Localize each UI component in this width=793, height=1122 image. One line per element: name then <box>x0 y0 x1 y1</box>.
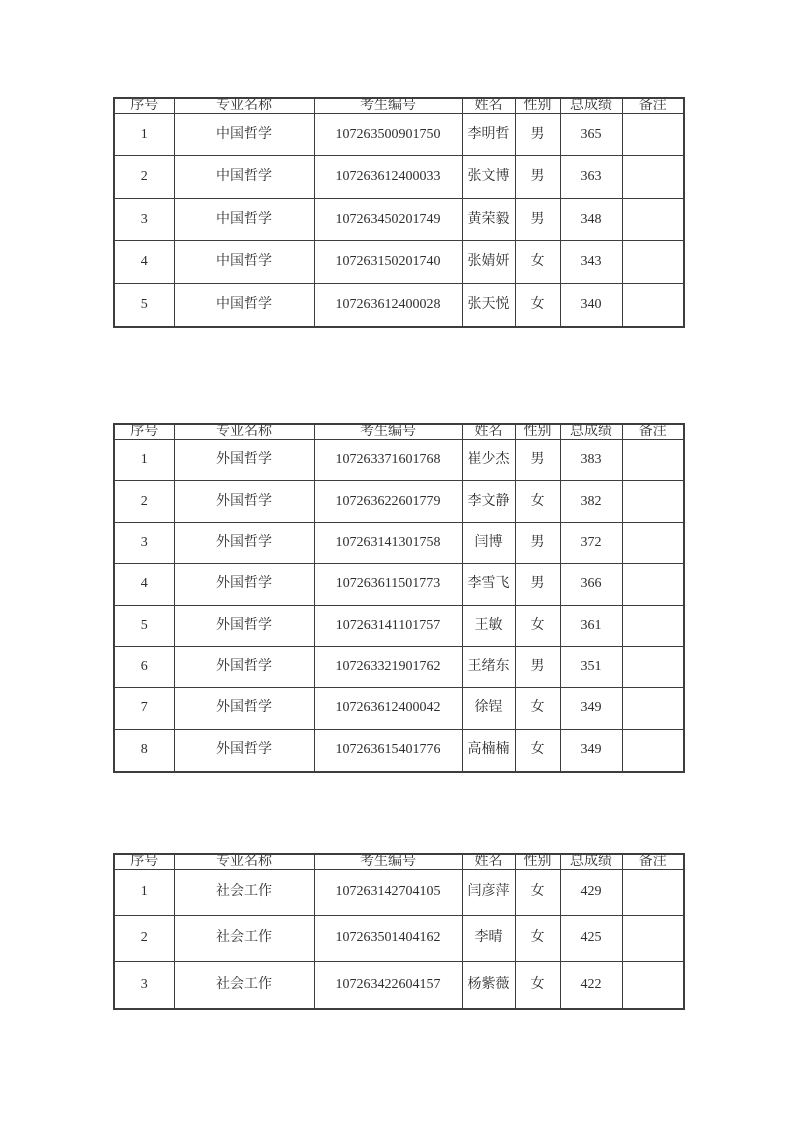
cell-total-score: 382 <box>560 481 622 522</box>
cell-remark <box>622 729 684 772</box>
cell-candidate-id: 107263450201749 <box>314 198 462 240</box>
cell-total-score: 365 <box>560 114 622 156</box>
cell-total-score: 429 <box>560 870 622 916</box>
column-header-remark: 备注 <box>622 424 684 440</box>
cell-gender: 女 <box>515 961 560 1009</box>
column-header-candidate-id: 考生编号 <box>314 854 462 870</box>
cell-serial: 2 <box>114 156 174 198</box>
foreign-philosophy-score-table <box>113 423 685 773</box>
column-header-gender: 性别 <box>515 98 560 114</box>
cell-candidate-id: 107263612400028 <box>314 283 462 327</box>
cell-serial: 7 <box>114 688 174 729</box>
cell-serial: 5 <box>114 283 174 327</box>
table-row <box>114 156 684 198</box>
cell-major: 中国哲学 <box>174 283 314 327</box>
table-row <box>114 688 684 729</box>
cell-major: 外国哲学 <box>174 605 314 646</box>
cell-total-score: 351 <box>560 646 622 687</box>
cell-total-score: 343 <box>560 241 622 283</box>
cell-name: 闫彦萍 <box>462 870 515 916</box>
cell-name: 王绪东 <box>462 646 515 687</box>
cell-candidate-id: 107263321901762 <box>314 646 462 687</box>
column-header-gender: 性别 <box>515 424 560 440</box>
header-row <box>114 854 684 870</box>
cell-major: 中国哲学 <box>174 114 314 156</box>
cell-serial: 1 <box>114 440 174 481</box>
cell-gender: 女 <box>515 481 560 522</box>
table-row <box>114 198 684 240</box>
cell-name: 李雪飞 <box>462 564 515 605</box>
cell-gender: 男 <box>515 440 560 481</box>
cell-name: 徐锃 <box>462 688 515 729</box>
cell-major: 中国哲学 <box>174 241 314 283</box>
cell-remark <box>622 156 684 198</box>
cell-total-score: 340 <box>560 283 622 327</box>
cell-serial: 1 <box>114 870 174 916</box>
cell-serial: 8 <box>114 729 174 772</box>
table-row <box>114 915 684 961</box>
cell-name: 崔少杰 <box>462 440 515 481</box>
column-header-candidate-id: 考生编号 <box>314 424 462 440</box>
column-header-name: 姓名 <box>462 854 515 870</box>
table-row <box>114 522 684 563</box>
cell-total-score: 349 <box>560 688 622 729</box>
cell-candidate-id: 107263611501773 <box>314 564 462 605</box>
cell-gender: 女 <box>515 605 560 646</box>
cell-major: 外国哲学 <box>174 440 314 481</box>
cell-total-score: 363 <box>560 156 622 198</box>
column-header-remark: 备注 <box>622 98 684 114</box>
cell-name: 闫博 <box>462 522 515 563</box>
cell-name: 黄荣毅 <box>462 198 515 240</box>
cell-major: 社会工作 <box>174 870 314 916</box>
cell-gender: 男 <box>515 646 560 687</box>
table-row <box>114 440 684 481</box>
cell-remark <box>622 481 684 522</box>
cell-remark <box>622 870 684 916</box>
cell-serial: 4 <box>114 241 174 283</box>
column-header-gender: 性别 <box>515 854 560 870</box>
cell-serial: 3 <box>114 198 174 240</box>
cell-remark <box>622 241 684 283</box>
cell-gender: 女 <box>515 688 560 729</box>
table-row <box>114 605 684 646</box>
cell-gender: 男 <box>515 156 560 198</box>
social-work-score-table <box>113 853 685 1010</box>
cell-total-score: 383 <box>560 440 622 481</box>
column-header-remark: 备注 <box>622 854 684 870</box>
cell-serial: 3 <box>114 961 174 1009</box>
column-header-major: 专业名称 <box>174 424 314 440</box>
cell-total-score: 425 <box>560 915 622 961</box>
table-row <box>114 961 684 1009</box>
cell-gender: 男 <box>515 522 560 563</box>
column-header-name: 姓名 <box>462 98 515 114</box>
cell-candidate-id: 107263615401776 <box>314 729 462 772</box>
cell-serial: 6 <box>114 646 174 687</box>
column-header-serial: 序号 <box>114 854 174 870</box>
cell-major: 社会工作 <box>174 915 314 961</box>
cell-candidate-id: 107263622601779 <box>314 481 462 522</box>
table-row <box>114 241 684 283</box>
cell-major: 社会工作 <box>174 961 314 1009</box>
cell-remark <box>622 522 684 563</box>
cell-candidate-id: 107263142704105 <box>314 870 462 916</box>
cell-name: 张天悦 <box>462 283 515 327</box>
cell-name: 张婧妍 <box>462 241 515 283</box>
cell-name: 高楠楠 <box>462 729 515 772</box>
cell-major: 中国哲学 <box>174 198 314 240</box>
cell-gender: 女 <box>515 283 560 327</box>
cell-major: 外国哲学 <box>174 481 314 522</box>
cell-candidate-id: 107263371601768 <box>314 440 462 481</box>
cell-major: 外国哲学 <box>174 729 314 772</box>
cell-name: 张文博 <box>462 156 515 198</box>
cell-major: 外国哲学 <box>174 522 314 563</box>
cell-total-score: 348 <box>560 198 622 240</box>
cell-serial: 2 <box>114 915 174 961</box>
cell-candidate-id: 107263141301758 <box>314 522 462 563</box>
table-row <box>114 283 684 327</box>
cell-name: 李明哲 <box>462 114 515 156</box>
cell-remark <box>622 605 684 646</box>
cell-candidate-id: 107263422604157 <box>314 961 462 1009</box>
chinese-philosophy-score-table <box>113 97 685 328</box>
cell-remark <box>622 440 684 481</box>
table-row <box>114 870 684 916</box>
cell-candidate-id: 107263141101757 <box>314 605 462 646</box>
cell-major: 外国哲学 <box>174 564 314 605</box>
column-header-total-score: 总成绩 <box>560 854 622 870</box>
cell-remark <box>622 688 684 729</box>
cell-remark <box>622 283 684 327</box>
column-header-serial: 序号 <box>114 98 174 114</box>
cell-serial: 1 <box>114 114 174 156</box>
cell-name: 王敏 <box>462 605 515 646</box>
header-row <box>114 98 684 114</box>
cell-total-score: 372 <box>560 522 622 563</box>
cell-major: 中国哲学 <box>174 156 314 198</box>
cell-remark <box>622 198 684 240</box>
cell-remark <box>622 114 684 156</box>
column-header-candidate-id: 考生编号 <box>314 98 462 114</box>
cell-serial: 3 <box>114 522 174 563</box>
column-header-major: 专业名称 <box>174 98 314 114</box>
cell-gender: 女 <box>515 870 560 916</box>
cell-name: 杨紫薇 <box>462 961 515 1009</box>
cell-candidate-id: 107263500901750 <box>314 114 462 156</box>
cell-name: 李文静 <box>462 481 515 522</box>
cell-name: 李晴 <box>462 915 515 961</box>
cell-gender: 女 <box>515 241 560 283</box>
cell-major: 外国哲学 <box>174 646 314 687</box>
header-row <box>114 424 684 440</box>
cell-remark <box>622 564 684 605</box>
cell-candidate-id: 107263150201740 <box>314 241 462 283</box>
table-row <box>114 646 684 687</box>
cell-gender: 男 <box>515 198 560 240</box>
cell-remark <box>622 961 684 1009</box>
cell-total-score: 366 <box>560 564 622 605</box>
cell-total-score: 349 <box>560 729 622 772</box>
cell-serial: 4 <box>114 564 174 605</box>
cell-gender: 男 <box>515 114 560 156</box>
cell-total-score: 361 <box>560 605 622 646</box>
cell-serial: 2 <box>114 481 174 522</box>
table-row <box>114 729 684 772</box>
cell-major: 外国哲学 <box>174 688 314 729</box>
column-header-name: 姓名 <box>462 424 515 440</box>
cell-candidate-id: 107263612400042 <box>314 688 462 729</box>
table-row <box>114 564 684 605</box>
cell-remark <box>622 915 684 961</box>
column-header-major: 专业名称 <box>174 854 314 870</box>
cell-remark <box>622 646 684 687</box>
cell-candidate-id: 107263612400033 <box>314 156 462 198</box>
cell-gender: 女 <box>515 729 560 772</box>
cell-gender: 男 <box>515 564 560 605</box>
table-row <box>114 114 684 156</box>
cell-gender: 女 <box>515 915 560 961</box>
table-row <box>114 481 684 522</box>
column-header-total-score: 总成绩 <box>560 424 622 440</box>
cell-total-score: 422 <box>560 961 622 1009</box>
cell-candidate-id: 107263501404162 <box>314 915 462 961</box>
column-header-total-score: 总成绩 <box>560 98 622 114</box>
cell-serial: 5 <box>114 605 174 646</box>
column-header-serial: 序号 <box>114 424 174 440</box>
